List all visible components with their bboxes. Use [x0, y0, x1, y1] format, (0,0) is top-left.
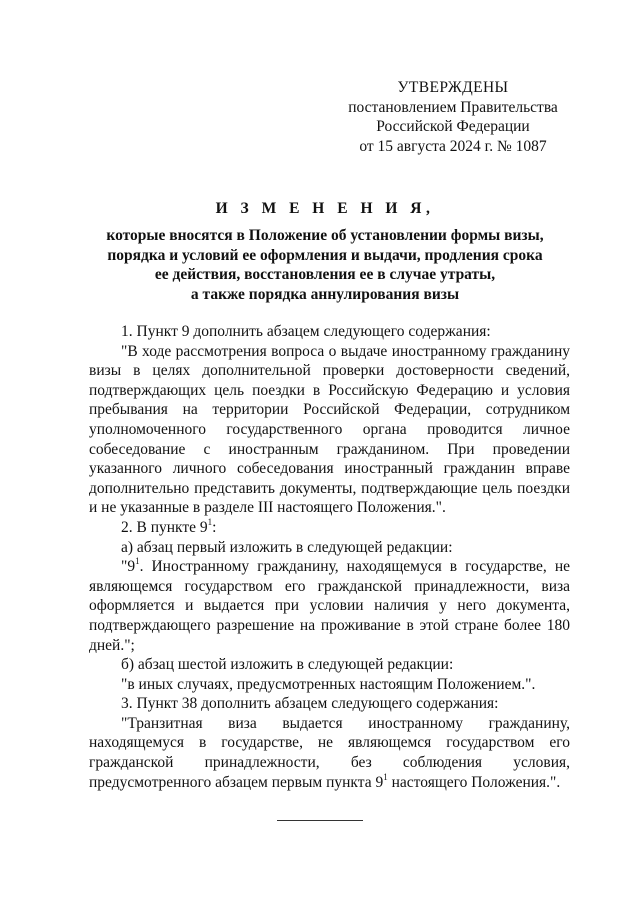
- quote-2-superscript: 1: [135, 555, 140, 566]
- quote-4-text: "Транзитная виза выдается иностранному гражданину, находящемуся в государстве, не являющемся государством его гражданской принадлежности, без соблюдения условия, предусмотренного абзацем первым пункта 9: [89, 714, 570, 791]
- quote-2-text: . Иностранному гражданину, находящемуся в государстве, не являющемся государством его гражданской принадлежности, виза оформляется и выдается при условии наличия у него документа, подтверждающего разрешение на проживание в этой стране более 180 дней.";: [89, 558, 570, 654]
- quote-4-end: настоящего Положения.".: [387, 773, 561, 791]
- paragraph-quote-4: [89, 714, 570, 792]
- subtitle-line-4: а также порядка аннулирования визы: [190, 285, 460, 303]
- paragraph-quote-2: [89, 557, 570, 655]
- item-2-colon: :: [212, 518, 217, 536]
- approval-stamp: [330, 78, 576, 156]
- approval-line-3: от 15 августа 2024 г. № 1087: [359, 137, 547, 155]
- paragraph-item-3: 3. Пункт 38 дополнить абзацем следующего содержания:: [121, 695, 499, 713]
- paragraph-item-1: 1. Пункт 9 дополнить абзацем следующего содержания:: [121, 323, 491, 340]
- quote-4-superscript: 1: [383, 771, 388, 782]
- subtitle-line-2: порядка и условий ее оформления и выдачи, продления срока: [107, 246, 543, 264]
- item-2-text: 2. В пункте 9: [121, 518, 208, 536]
- quote-2-open: "9: [121, 558, 136, 576]
- paragraph-subitem-b: б) абзац шестой изложить в следующей редакции:: [121, 656, 454, 674]
- approval-line-2: Российской Федерации: [376, 118, 530, 135]
- paragraph-item-2: [89, 518, 570, 538]
- approval-heading: УТВЕРЖДЕНЫ: [397, 79, 509, 96]
- approval-line-1: постановлением Правительства: [348, 98, 558, 116]
- document-title: И З М Е Н Е Н И Я,: [215, 200, 435, 217]
- paragraph-quote-3: "в иных случаях, предусмотренных настоящим Положением.".: [121, 675, 536, 693]
- subtitle-line-1: которые вносятся в Положение об установлении формы визы,: [106, 227, 544, 244]
- document-subtitle: [95, 226, 555, 304]
- document-body: [89, 322, 570, 792]
- item-2-superscript: 1: [207, 516, 213, 527]
- subtitle-line-3: ее действия, восстановления ее в случае утраты,: [154, 266, 496, 284]
- closing-divider: [277, 820, 363, 821]
- paragraph-quote-1: "В ходе рассмотрения вопроса о выдаче иностранному гражданину визы в целях дополнительной проверки достоверности сведений, подтверждающих цель поездки в Российскую Федерацию и условия пребывания на территории Российской Федерации, сотрудником уполномоченного государственного органа проводится личное собеседование с иностранным гражданином. При проведении указанного личного собеседования иностранный гражданин вправе дополнительно представить документы, подтверждающие цель поездки и не указанные в разделе III настоящего Положения.".: [89, 342, 570, 517]
- paragraph-subitem-a: а) абзац первый изложить в следующей редакции:: [121, 538, 453, 556]
